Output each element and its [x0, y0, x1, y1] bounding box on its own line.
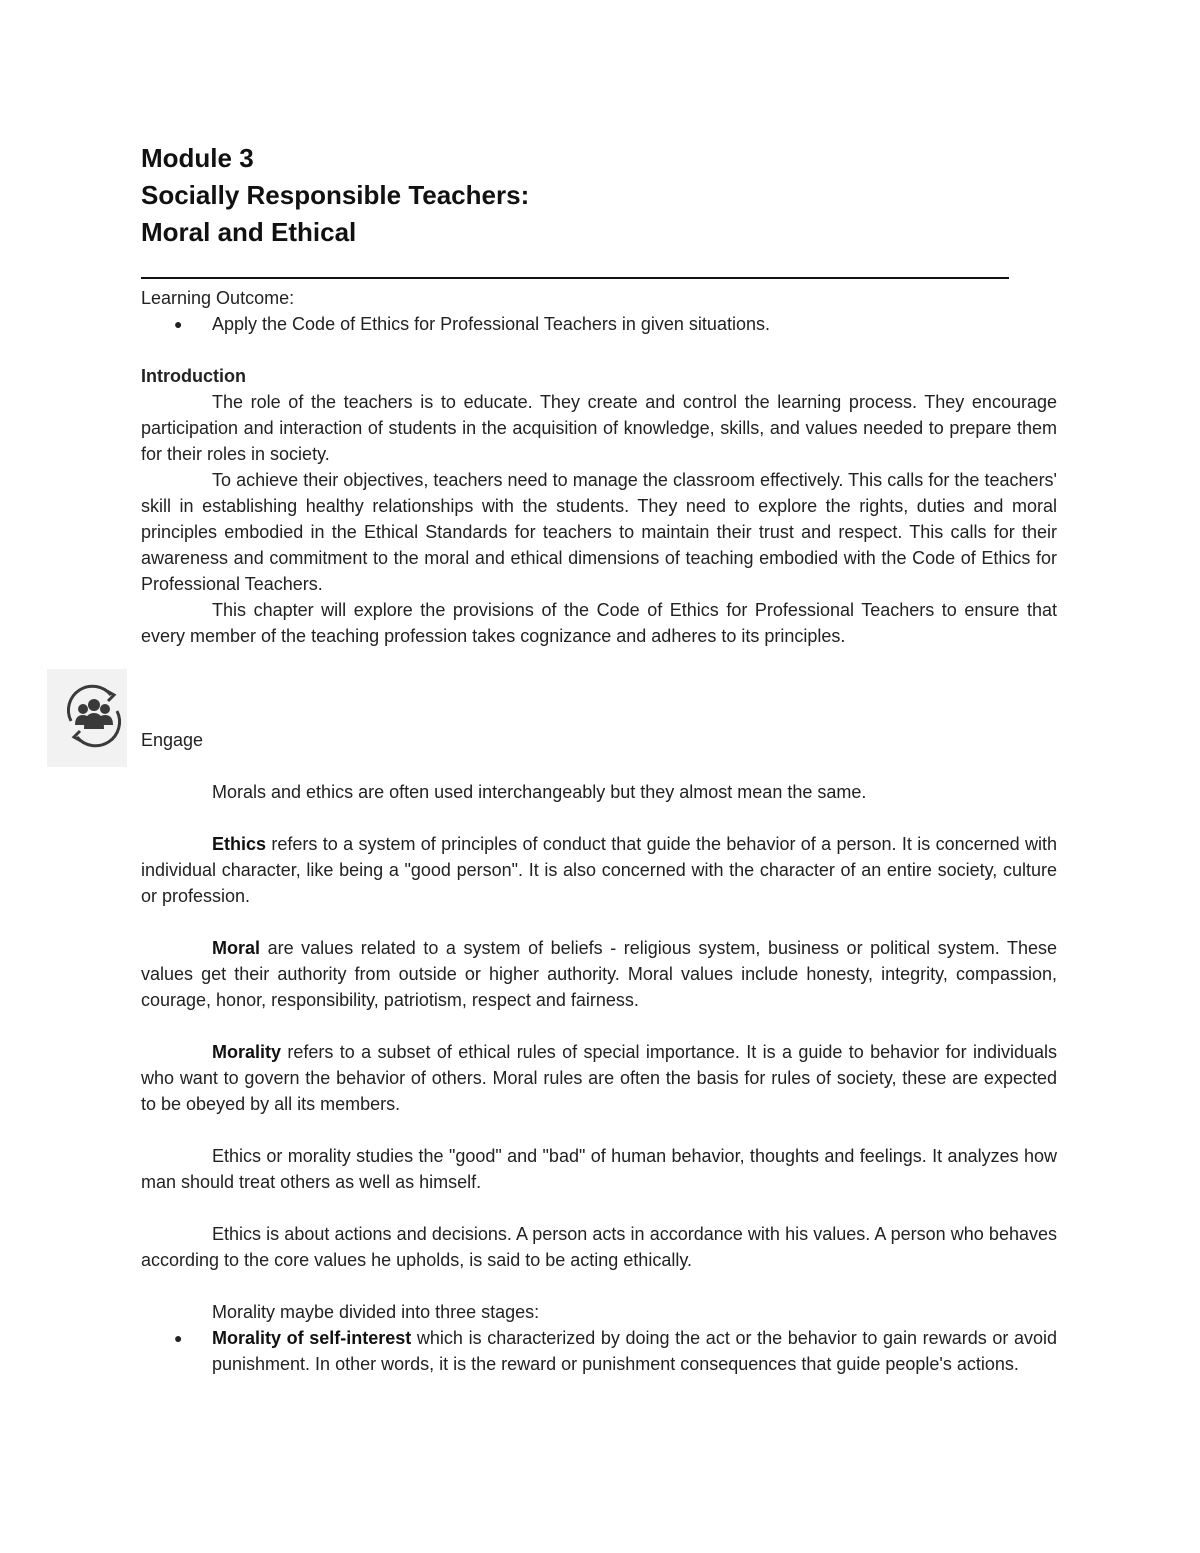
module-number: Module 3	[141, 143, 254, 173]
introduction-paragraph-1: The role of the teachers is to educate. They create and control the learning process. They encourage participation and interaction of students in the acquisition of knowledge, skills, and values needed to prepare them for their roles in society.	[141, 392, 1057, 464]
good-bad-paragraph: Ethics or morality studies the "good" and "bad" of human behavior, thoughts and feelings. It analyzes how man should treat others as well as himself.	[141, 1146, 1057, 1192]
engage-intro: Morals and ethics are often used interchangeably but they almost mean the same.	[212, 782, 867, 802]
learning-outcome-text: Apply the Code of Ethics for Professional Teachers in given situations.	[212, 314, 770, 334]
engage-section-header	[141, 727, 1057, 753]
stages-intro: Morality maybe divided into three stages:	[212, 1302, 540, 1322]
ethics-paragraph	[141, 831, 1057, 909]
stage-definition: which is characterized by doing the act or the behavior to gain rewards or avoid punishment. In other words, it is the reward or punishment consequences that guide people's actions.	[212, 1328, 1057, 1374]
engage-heading: Engage	[141, 730, 204, 750]
morality-paragraph	[141, 1039, 1057, 1117]
bullet-icon: ●	[174, 316, 183, 332]
ethics-definition: refers to a system of principles of conduct that guide the behavior of a person. It is concerned with individual character, like being a "good person". It is also concerned with the character of an entire society, culture or profession.	[141, 834, 1057, 906]
module-title: Socially Responsible Teachers:	[141, 180, 530, 210]
document-page	[141, 140, 1057, 1377]
introduction-paragraph-3: This chapter will explore the provisions of the Code of Ethics for Professional Teachers to ensure that every member of the teaching profession takes cognizance and adheres to its principles.	[141, 600, 1057, 646]
moral-definition: are values related to a system of beliefs - religious system, business or political system. These values get their authority from outside or higher authority. Moral values include honesty, integrity, compassion, courage, honor, responsibility, patriotism, respect and fairness.	[141, 938, 1057, 1010]
module-subtitle: Moral and Ethical	[141, 217, 357, 247]
bullet-icon: ●	[174, 1330, 183, 1346]
group-cycle-icon	[47, 669, 127, 767]
morality-term: Morality	[212, 1042, 282, 1062]
introduction-heading: Introduction	[141, 366, 246, 386]
actions-paragraph: Ethics is about actions and decisions. A person acts in accordance with his values. A person who behaves according to the core values he upholds, is said to be acting ethically.	[141, 1224, 1057, 1270]
stages-list	[141, 1325, 1057, 1377]
morality-definition: refers to a subset of ethical rules of special importance. It is a guide to behavior for individuals who want to govern the behavior of others. Moral rules are often the basis for rules of society, these are expected to be obeyed by all its members.	[141, 1042, 1057, 1114]
stage-term: Morality of self-interest	[212, 1328, 412, 1348]
ethics-term: Ethics	[212, 834, 267, 854]
moral-term: Moral	[212, 938, 261, 958]
moral-paragraph	[141, 935, 1057, 1013]
title-divider	[141, 277, 1009, 279]
stage-item	[141, 1325, 1057, 1377]
learning-outcome-list	[141, 311, 1057, 337]
introduction-paragraph-2: To achieve their objectives, teachers need to manage the classroom effectively. This calls for the teachers' skill in establishing healthy relationships with the students. They need to explore the rights, duties and moral principles embodied in the Ethical Standards for teachers to maintain their trust and respect. This calls for their awareness and commitment to the moral and ethical dimensions of teaching embodied with the Code of Ethics for Professional Teachers.	[141, 470, 1057, 594]
learning-outcome-label: Learning Outcome:	[141, 288, 295, 308]
learning-outcome-item	[141, 311, 1057, 337]
